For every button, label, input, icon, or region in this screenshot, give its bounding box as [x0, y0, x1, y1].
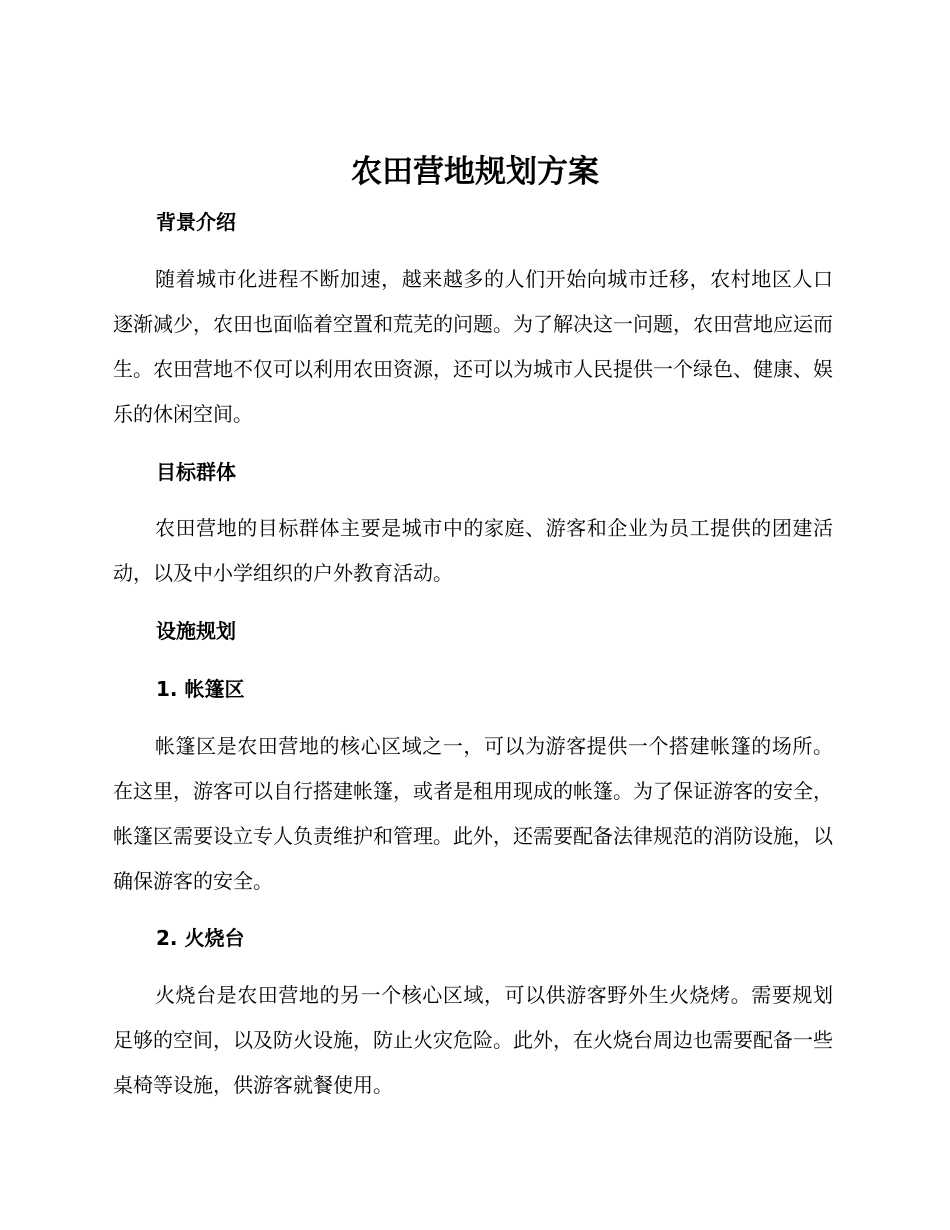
paragraph-campfire: 火烧台是农田营地的另一个核心区域，可以供游客野外生火烧烤。需要规划足够的空间，以及防火设施，防止火灾危险。此外，在火烧台周边也需要配备一些桌椅等设施，供游客就餐使用。 — [113, 983, 833, 1097]
paragraph-tent: 帐篷区是农田营地的核心区域之一，可以为游客提供一个搭建帐篷的场所。在这里，游客可以自行搭建帐篷，或者是租用现成的帐篷。为了保证游客的安全，帐篷区需要设立专人负责维护和管理。此外，还需要配备法律规范的消防设施，以确保游客的安全。 — [113, 734, 833, 893]
paragraph-background: 随着城市化进程不断加速，越来越多的人们开始向城市迁移，农村地区人口逐渐减少，农田也面临着空置和荒芜的问题。为了解决这一问题，农田营地应运而生。农田营地不仅可以利用农田资源，还可以为城市人民提供一个绿色、健康、娱乐的休闲空间。 — [113, 267, 833, 426]
subsection-heading-campfire: 2. 火烧台 — [156, 926, 245, 950]
section-heading-background: 背景介绍 — [156, 210, 236, 234]
document-title: 农田营地规划方案 — [351, 154, 599, 190]
section-heading-facilities: 设施规划 — [156, 619, 236, 643]
subsection-heading-tent: 1. 帐篷区 — [156, 677, 245, 701]
paragraph-target: 农田营地的目标群体主要是城市中的家庭、游客和企业为员工提供的团建活动，以及中小学组织的户外教育活动。 — [113, 516, 833, 585]
section-heading-target: 目标群体 — [156, 460, 236, 484]
